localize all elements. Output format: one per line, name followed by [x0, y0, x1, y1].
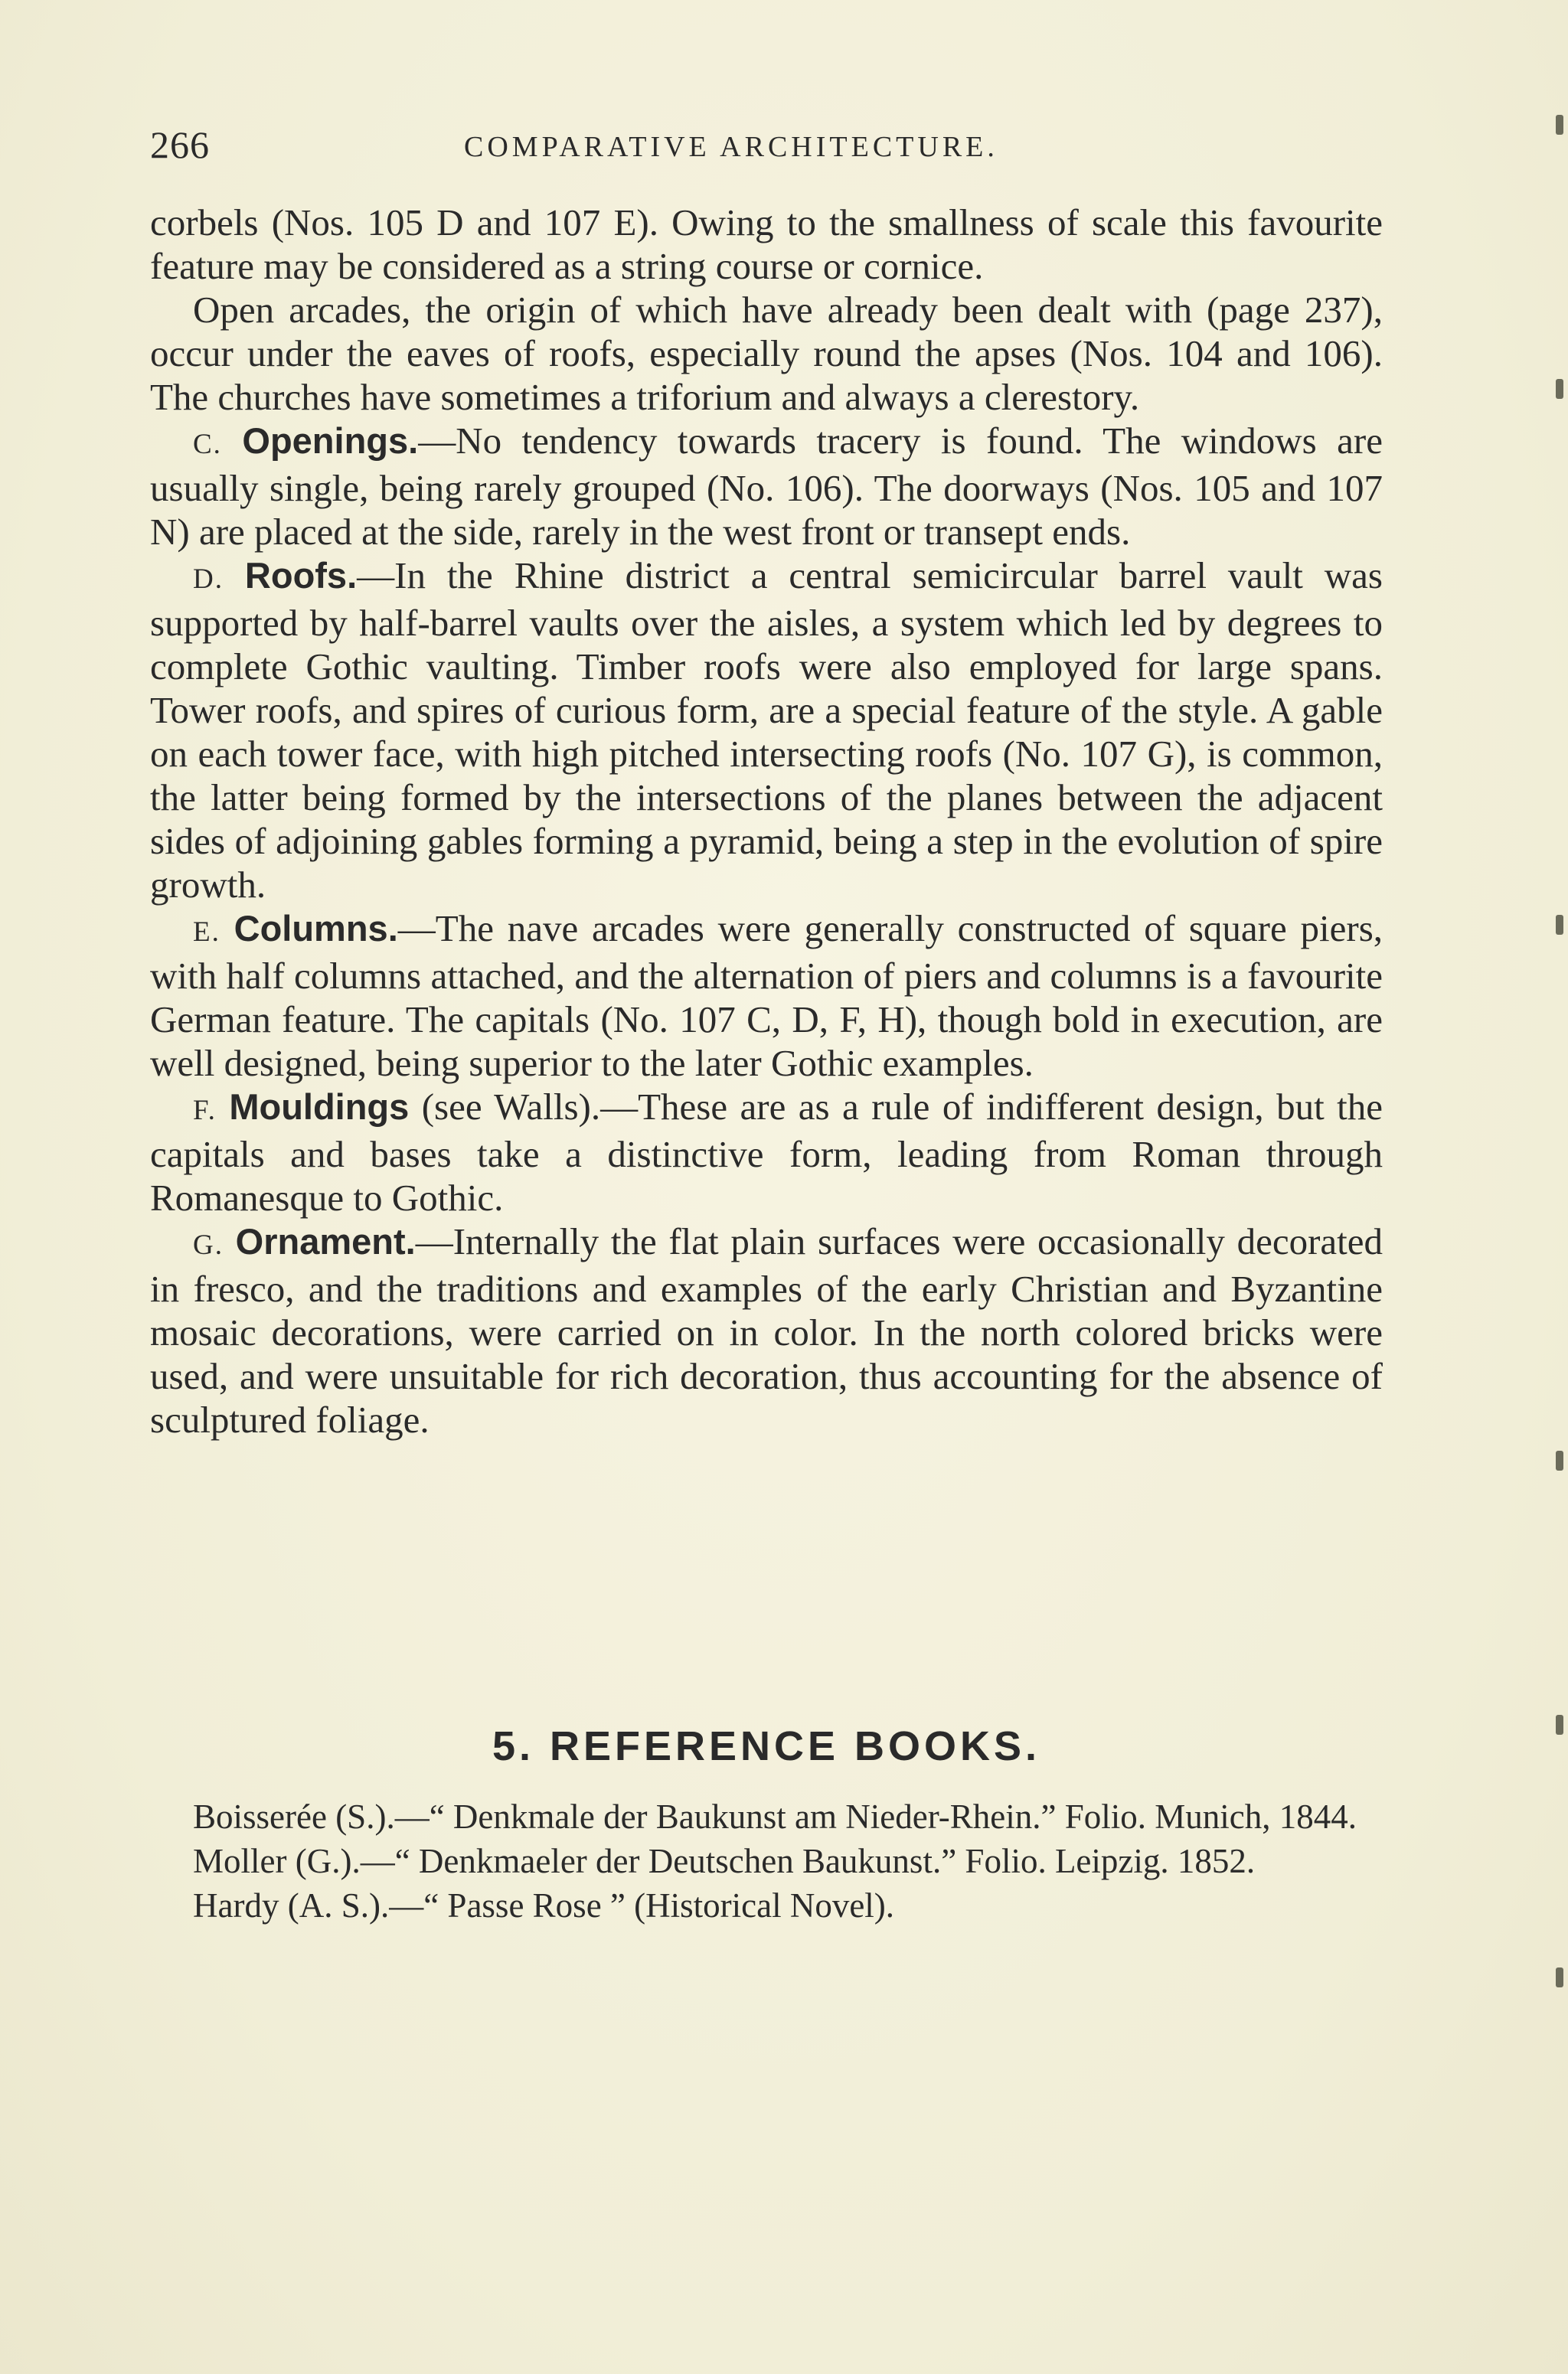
roofs-text: —In the Rhine district a central semicircular barrel vault was supported by half-barrel vaults over the aisles, a system which led by degrees to complete Gothic vaulting. Timber roofs were also employed for large spans. Tower roofs, and spires of curious form, are a special feature of the style. A gable on each tower face, with high pitched intersecting roofs (No. 107 G), is common, the latter being formed by the intersections of the planes between the adjacent sides of adjoining gables forming a pyramid, being a step in the evolution of spire growth. [150, 554, 1383, 906]
paragraph-mouldings [150, 1085, 1383, 1220]
paragraph-open-arcades: Open arcades, the origin of which have already been dealt with (page 237), occur under the eaves of roofs, especially round the apses (Nos. 104 and 106). The churches have sometimes a triforium and always a clerestory. [150, 289, 1383, 418]
openings-text: —No tendency towards tracery is found. The windows are usually single, being rarely grouped (No. 106). The doorways (Nos. 105 and 107 N) are placed at the side, rarely in the west front or transept ends. [150, 420, 1383, 553]
section-letter: G. [193, 1229, 224, 1261]
paragraph-openings [150, 419, 1383, 553]
reference-books-heading: 5. REFERENCE BOOKS. [492, 1723, 1041, 1769]
section-title-mouldings: Mouldings [229, 1086, 410, 1127]
paragraph-columns [150, 906, 1383, 1085]
page-edge-mark [1556, 115, 1563, 135]
running-title: COMPARATIVE ARCHITECTURE. [464, 131, 998, 163]
page-number: 266 [150, 123, 210, 166]
mouldings-text: (see Walls).—These are as a rule of indifferent design, but the capitals and bases take a distinctive form, leading from Roman through Romanesque to Gothic. [150, 1086, 1383, 1219]
paragraph-corbels: corbels (Nos. 105 D and 107 E). Owing to the smallness of scale this favourite feature may be considered as a string course or cornice. [150, 201, 1383, 287]
section-letter: F. [193, 1095, 217, 1126]
reference-item: Boisserée (S.).—“ Denkmale der Baukunst am Nieder-Rhein.” Folio. Munich, 1844. [193, 1798, 1357, 1836]
section-title-columns: Columns. [234, 908, 398, 949]
section-title-roofs: Roofs. [244, 555, 358, 596]
page-edge-mark [1556, 1967, 1563, 1987]
reference-item: Moller (G.).—“ Denkmaeler der Deutschen Baukunst.” Folio. Leipzig. 1852. [193, 1842, 1256, 1880]
page-header [150, 122, 1383, 168]
reference-list [150, 1798, 1383, 1931]
columns-text: —The nave arcades were generally constructed of square piers, with half columns attached, and the alternation of piers and columns is a favourite German feature. The capitals (No. 107 C, D, F, H), though bold in execution, are well designed, being superior to the later Gothic examples. [150, 907, 1383, 1084]
page-edge-mark [1556, 1715, 1563, 1735]
paragraph-ornament [150, 1220, 1383, 1442]
paragraph-roofs [150, 553, 1383, 906]
section-title-openings: Openings. [242, 420, 419, 461]
page-edge-mark [1556, 915, 1563, 935]
body-text [150, 201, 1383, 1442]
reference-item: Hardy (A. S.).—“ Passe Rose ” (Historical Novel). [193, 1886, 895, 1925]
section-letter: E. [193, 916, 220, 948]
page-edge-mark [1556, 379, 1563, 399]
ornament-text: —Internally the flat plain surfaces were occasionally decorated in fresco, and the traditions and examples of the early Christian and Byzantine mosaic decorations, were carried on in color. In the north colored bricks were used, and were unsuitable for rich decoration, thus accounting for the absence of sculptured foliage. [150, 1220, 1383, 1441]
section-title-ornament: Ornament. [235, 1221, 416, 1262]
section-letter: C. [193, 429, 222, 460]
section-letter: D. [193, 563, 224, 595]
page-edge-mark [1556, 1451, 1563, 1471]
